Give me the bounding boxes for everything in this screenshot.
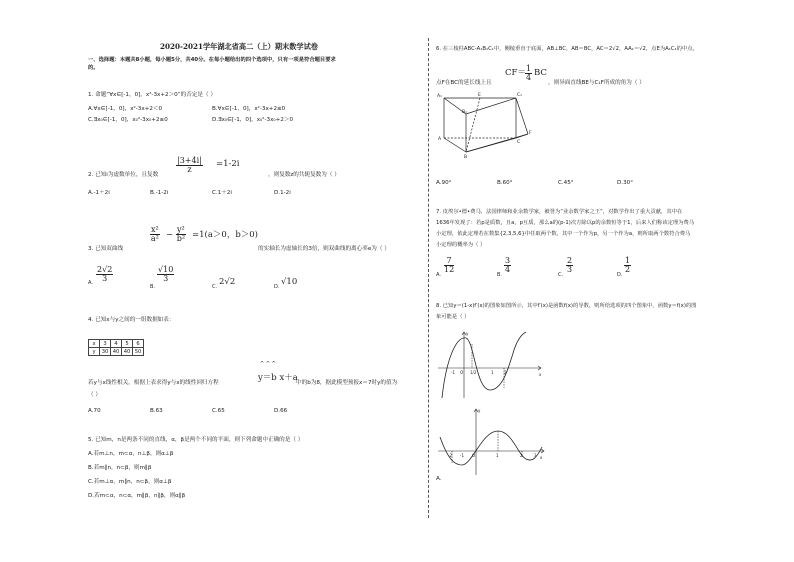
q4-data-table	[88, 339, 144, 356]
q3-formula-y	[176, 226, 186, 243]
q5-option-b[interactable]: B.若m∥n，n⊂β，则m∥β	[88, 465, 152, 471]
q1-option-a[interactable]: A.∀x∈[-1，0]，x²-3x+2＜0	[88, 106, 163, 112]
q2-option-a[interactable]: A.-1＋2i	[88, 190, 110, 196]
q3-option-b-label[interactable]: B.	[150, 284, 156, 290]
q4-option-c[interactable]: C.65	[212, 408, 225, 414]
q7-option-a-denominator: 12	[444, 265, 455, 274]
table-cell: 4	[111, 340, 122, 348]
q3-x-numerator: x²	[151, 225, 159, 234]
table-cell: 5	[122, 340, 133, 348]
q6-label-a1: A₁	[437, 94, 442, 99]
q3-option-a[interactable]	[96, 266, 113, 283]
q4-line1-right: 中的b为8，据此模型预报x＝7时y的值为	[296, 380, 398, 386]
q6-vector-numerator: 1	[526, 64, 532, 73]
q6-label-c: C	[517, 140, 521, 145]
q2-stem-left: 2. 已知i为虚数单位，且复数	[88, 172, 159, 178]
table-cell: 6	[133, 340, 144, 348]
q6-option-d[interactable]: D.30°	[617, 180, 634, 186]
q3-option-a-label[interactable]: A.	[88, 280, 93, 286]
q7-option-b-denominator: 4	[505, 265, 511, 274]
q7-line4: 小定理的概率为（ ）	[436, 242, 486, 248]
q8-g2-tick: 3	[534, 453, 537, 458]
q6-option-c[interactable]: C.45°	[558, 180, 574, 186]
q4-stem: 4. 已知x与y之间的一组数据如表：	[88, 317, 175, 323]
q4-option-d[interactable]: D.66	[274, 408, 288, 414]
q7-option-a[interactable]	[444, 257, 454, 274]
q6-label-f: F	[529, 131, 532, 136]
q6-prism-figure	[436, 92, 536, 162]
q6-label-c1: C₁	[517, 93, 522, 98]
q2-stem-right: ，则复数z的共轭复数为（ ）	[268, 172, 340, 178]
q5-option-a[interactable]: A.若m⊥n，m⊂α，n⊥β，则α⊥β	[88, 451, 174, 457]
q4-line2: （ ）	[88, 392, 101, 398]
q7-option-d-numerator: 1	[625, 256, 631, 265]
q3-y-denominator: b²	[176, 234, 186, 243]
q7-option-b-numerator: 3	[505, 256, 511, 265]
q8-line2: 象可能是（ ）	[436, 314, 470, 320]
q6-vector-bc: BC	[534, 68, 547, 78]
q3-option-a-numerator: 2√2	[97, 265, 113, 274]
q3-option-c[interactable]: 2√2	[219, 277, 236, 287]
q2-formula	[176, 157, 203, 174]
table-cell: 40	[122, 348, 133, 356]
q6-label-e: E	[478, 93, 481, 98]
q6-vector-left: 点F在BC的延长线上且	[436, 80, 492, 86]
q7-option-c-label[interactable]: C.	[558, 272, 564, 278]
q5-stem: 5. 已知m，n是两条不同的直线，α，β是两个不同的平面，则下列命题中正确的是（ ）	[88, 437, 304, 443]
table-row	[89, 348, 144, 356]
q6-label-b: B	[464, 155, 468, 160]
q2-formula-numerator: |3+4i|	[177, 156, 202, 165]
q8-g2-x-label: x	[540, 455, 543, 460]
q6-label-a: A	[438, 137, 442, 142]
q8-g1-tick: 1/2	[470, 370, 477, 375]
q3-minus: −	[166, 230, 174, 240]
q1-stem: 1. 命题“∀x∈[-1，0]，x²-3x+2＞0”的否定是（ ）	[88, 92, 216, 98]
q7-option-c-denominator: 3	[567, 265, 573, 274]
q6-label-b1: B₁	[462, 110, 467, 115]
q3-formula-rhs: =1(a＞0，b＞0)	[192, 230, 258, 240]
q1-option-b[interactable]: B.∀x∈[-1，0]，x²-3x+2≤0	[212, 106, 286, 112]
table-cell: 40	[111, 348, 122, 356]
q8-g2-tick: -1	[460, 453, 464, 458]
section-heading-cont: 的。	[88, 65, 99, 71]
q8-g1-tick: 2	[504, 370, 507, 375]
q8-g1-x-label: x	[539, 372, 542, 377]
q8-g1-tick: 1	[491, 370, 494, 375]
q4-line1-left: 若y与x线性相关，根据上表求得y与x的线性回归方程	[88, 380, 219, 386]
q3-option-c-label[interactable]: C.	[212, 284, 218, 290]
q8-given-graph	[436, 330, 546, 400]
q6-vector-cf: CF＝	[505, 68, 526, 78]
q2-option-c[interactable]: C.1＋2i	[212, 190, 232, 196]
q6-option-a[interactable]: A.90°	[436, 180, 452, 186]
q7-option-b[interactable]	[504, 257, 511, 274]
q6-vector-fraction	[525, 65, 532, 82]
q8-g2-tick: -2	[448, 453, 452, 458]
q6-vector-denominator: 4	[526, 73, 532, 82]
q7-option-d-denominator: 2	[625, 265, 631, 274]
q7-option-a-label[interactable]: A.	[436, 272, 441, 278]
q4-option-a[interactable]: A.70	[88, 408, 101, 414]
q3-option-b-numerator: √10	[158, 265, 174, 274]
q8-g1-tick: O	[460, 370, 464, 375]
section-heading: 一、选择题：本题共8小题，每小题5分，共40分。在每小题给出的四个选项中，只有一项是符合题目要求	[88, 57, 336, 63]
table-cell: 30	[100, 348, 111, 356]
q3-option-a-denominator: 3	[102, 274, 108, 283]
q8-g2-tick: 1	[496, 453, 499, 458]
q3-option-b[interactable]	[157, 266, 174, 283]
q7-option-d-label[interactable]: D.	[617, 272, 623, 278]
q7-option-b-label[interactable]: B.	[497, 272, 503, 278]
q2-option-d[interactable]: D.1-2i	[274, 190, 291, 196]
q7-option-c-numerator: 2	[567, 256, 573, 265]
table-cell: 3	[100, 340, 111, 348]
table-cell: x	[89, 340, 100, 348]
q3-x-denominator: a²	[150, 234, 159, 243]
q1-option-c[interactable]: C.∃x₀∈[-1，0]，x₀²-3x₀+2≤0	[88, 117, 168, 123]
q5-option-c[interactable]: C.若m⊥α，m∥n，n⊂β，则α⊥β	[88, 479, 172, 485]
q3-option-d-label[interactable]: D.	[274, 284, 280, 290]
q7-line3: 小定理，依此定理若在数集{2,3,5,6}中任取两个数，其中一个作为p，另一个作为a，则所取两个数符合费马	[436, 231, 691, 237]
q3-stem-right: 的实轴长为虚轴长的3倍，则双曲线的离心率e为（ ）	[258, 246, 390, 252]
q7-option-c[interactable]	[566, 257, 573, 274]
column-divider	[428, 38, 429, 518]
q3-formula-x	[150, 226, 160, 243]
q8-line1: 8. 已知y＝(1-x)f′(x)的图象如图所示，其中f′(x)是函数f(x)的导数，则所给选项的四个图象中，函数y＝f(x)的图	[436, 303, 697, 309]
q2-option-b[interactable]: B.-1-2i	[150, 190, 169, 196]
exam-title: 2020-2021学年湖北省高二（上）期末数学试卷	[160, 42, 318, 51]
q8-option-a-label[interactable]: A.	[436, 476, 442, 482]
q4-regression-equation: y＝b x＋a	[258, 373, 298, 383]
q8-g1-tick: -1	[451, 370, 455, 375]
q1-option-d[interactable]: D.∃x₀∈[-1，0]，x₀²-3x₀+2＞0	[212, 117, 294, 123]
q8-g2-tick: 2	[520, 453, 523, 458]
q8-option-a-graph[interactable]	[436, 407, 546, 477]
q7-option-d[interactable]	[624, 257, 631, 274]
table-cell: y	[89, 348, 100, 356]
q3-option-d[interactable]: √10	[281, 277, 298, 287]
q5-option-d[interactable]: D.若m⊂α，n⊂α，m∥β，n∥β，则α∥β	[88, 493, 186, 499]
q6-vector-right: ，则异面直线BE与C₁F所成的角为（ ）	[548, 80, 645, 86]
q2-formula-rhs: =1-2i	[216, 159, 240, 169]
q7-option-a-numerator: 7	[444, 257, 454, 266]
q3-stem-left: 3. 已知双曲线	[88, 246, 124, 252]
table-row	[89, 340, 144, 348]
q8-g2-tick: O	[472, 453, 476, 458]
q4-option-b[interactable]: B.63	[150, 408, 163, 414]
q3-option-b-denominator: 3	[163, 274, 169, 283]
q3-y-numerator: y²	[177, 225, 185, 234]
q6-stem: 6. 在三棱柱ABC-A₁B₁C₁中，侧棱垂直于底面，AB⊥BC，AB＝BC，AC＝2√2，AA₁＝√2，点E为A₁C₁的中点，	[436, 46, 698, 52]
q6-option-b[interactable]: B.60°	[497, 180, 513, 186]
q7-line2: 1636年发现了：若p是质数，且a，p互质，那么a的(p-1)次方除以p的余数恒等于1，后来人们称该定理为费马	[436, 220, 695, 226]
q8-g2-y-label: y	[478, 408, 481, 413]
q7-line1: 7. 皮埃尔•德•费马，法国律师和业余数学家，被誉为“业余数学家之王”，对数学作出了重大贡献，其中在	[436, 209, 683, 215]
table-cell: 50	[133, 348, 144, 356]
q8-g1-y-label: y	[466, 331, 469, 336]
q2-formula-denominator: z	[187, 165, 192, 174]
q4-hat-marks: ^ ^ ^	[260, 361, 276, 367]
